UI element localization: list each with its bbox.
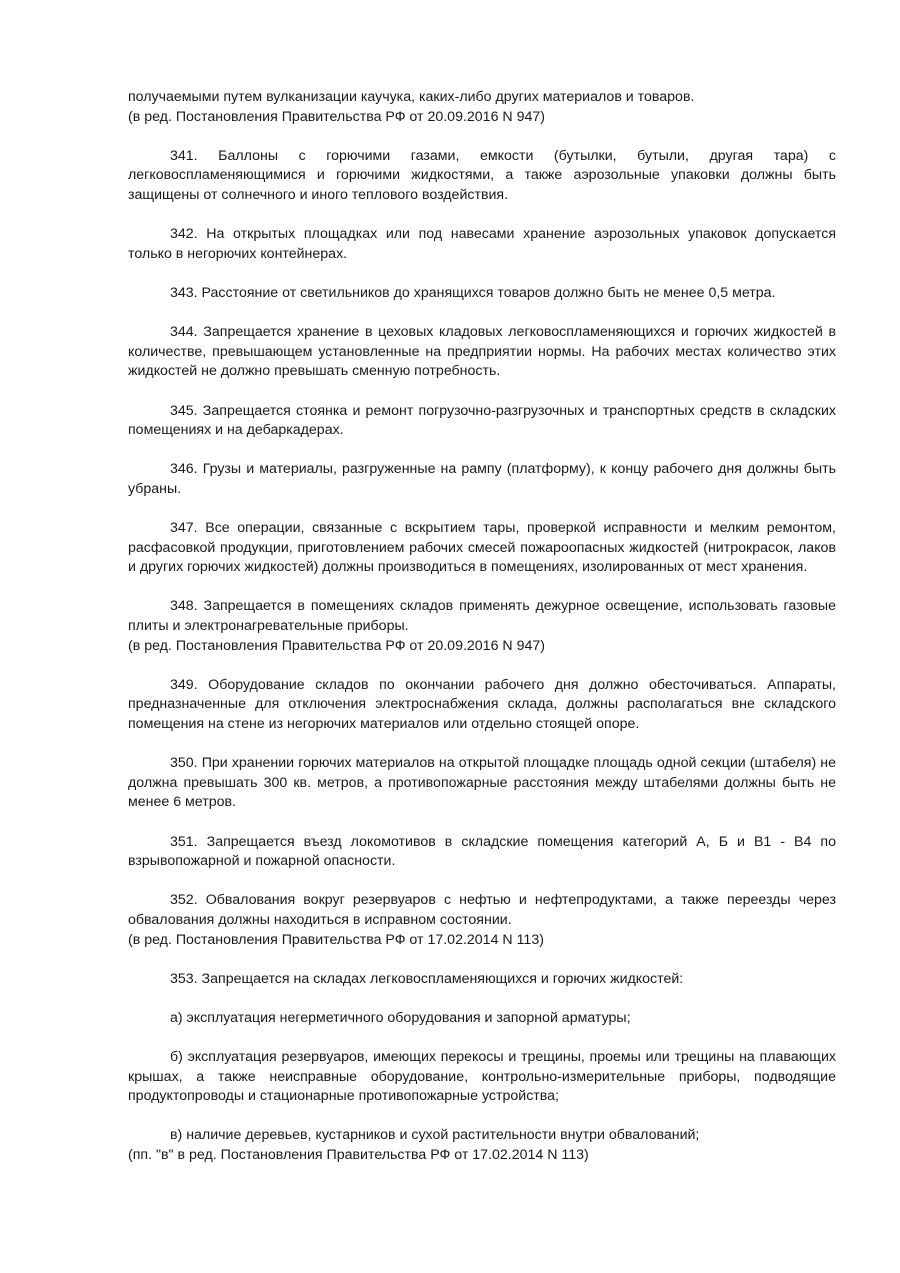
paragraph-341 <box>128 147 836 206</box>
paragraph-text: 353. Запрещается на складах легковоспламеняющихся и горючих жидкостей: <box>170 970 684 987</box>
paragraph-text: 351. Запрещается въезд локомотивов в складские помещения категорий А, Б и В1 - В4 по взрывопожарной и пожарной опасности. <box>128 833 836 870</box>
paragraph-346 <box>128 460 836 499</box>
paragraph-text: 350. При хранении горючих материалов на открытой площадке площадь одной секции (штабеля) не должна превышать 300 кв. метров, а противопожарные расстояния между штабелями должны быть не менее 6 метров. <box>128 755 836 811</box>
paragraph-text: 341. Баллоны с горючими газами, емкости (бутылки, бутыли, другая тара) с легковоспламеняющимися и горючими жидкостями, а также аэрозольные упаковки должны быть защищены от солнечного и иного теплового воздействия. <box>128 147 836 203</box>
paragraph-text: получаемыми путем вулканизации каучука, каких-либо других материалов и товаров. <box>128 89 695 105</box>
paragraph-continuation <box>128 88 836 127</box>
paragraph-text: 347. Все операции, связанные с вскрытием тары, проверкой исправности и мелким ремонтом, расфасовкой продукции, приготовлением рабочих смесей пожароопасных жидкостей (нитрокрасок, лаков и других горючих жидкостей) должны производиться в помещениях, изолированных от мест хранения. <box>128 520 836 576</box>
paragraph-345 <box>128 402 836 441</box>
paragraph-343 <box>128 284 836 304</box>
paragraph-text: а) эксплуатация негерметичного оборудования и запорной арматуры; <box>170 1009 631 1026</box>
paragraph-350 <box>128 754 836 813</box>
paragraph-text: 344. Запрещается хранение в цеховых кладовых легковоспламеняющихся и горючих жидкостей в количестве, превышающем установленные на предприятии нормы. На рабочих местах количество этих жидкостей не должно превышать сменную потребность. <box>128 324 836 380</box>
paragraph-347 <box>128 519 836 578</box>
paragraph-text: 345. Запрещается стоянка и ремонт погрузочно-разгрузочных и транспортных средств в складских помещениях и на дебаркадерах. <box>128 402 836 439</box>
paragraph-text: 342. На открытых площадках или под навесами хранение аэрозольных упаковок допускается только в негорючих контейнерах. <box>128 226 836 262</box>
paragraph-text: б) эксплуатация резервуаров, имеющих перекосы и трещины, проемы или трещины на плавающих крышах, а также неисправные оборудование, контрольно-измерительные приборы, подводящие продуктопроводы и стационарные противопожарные устройства; <box>128 1049 836 1105</box>
paragraph-text: 346. Грузы и материалы, разгруженные на рампу (платформу), к концу рабочего дня должны быть убраны. <box>128 461 836 497</box>
paragraph-text: 349. Оборудование складов по окончании рабочего дня должно обесточиваться. Аппараты, предназначенные для отключения электроснабжения склада, должны располагаться вне складского помещения на стене из негорючих материалов или отдельно стоящей опоре. <box>128 676 836 732</box>
subparagraph-353b <box>128 1048 836 1107</box>
paragraph-353 <box>128 970 836 990</box>
paragraph-352 <box>128 891 836 950</box>
amendment-note: (в ред. Постановления Правительства РФ от 20.09.2016 N 947) <box>128 637 545 654</box>
paragraph-text: 348. Запрещается в помещениях складов применять дежурное освещение, использовать газовые плиты и электронагревательные приборы. <box>128 598 836 635</box>
subparagraph-353c <box>128 1126 836 1165</box>
paragraph-text: в) наличие деревьев, кустарников и сухой растительности внутри обвалований; <box>170 1127 700 1144</box>
amendment-note: (в ред. Постановления Правительства РФ от 17.02.2014 N 113) <box>128 931 544 948</box>
amendment-note: (в ред. Постановления Правительства РФ от 20.09.2016 N 947) <box>128 108 545 125</box>
paragraph-342 <box>128 225 836 264</box>
amendment-note: (пп. "в" в ред. Постановления Правительства РФ от 17.02.2014 N 113) <box>128 1147 589 1164</box>
paragraph-344 <box>128 323 836 382</box>
paragraph-351 <box>128 833 836 872</box>
document-page <box>128 88 836 1185</box>
paragraph-text: 343. Расстояние от светильников до хранящихся товаров должно быть не менее 0,5 метра. <box>170 284 776 301</box>
paragraph-349 <box>128 676 836 735</box>
paragraph-text: 352. Обвалования вокруг резервуаров с нефтью и нефтепродуктами, а также переезды через обвалования должны находиться в исправном состоянии. <box>128 892 836 928</box>
paragraph-348 <box>128 597 836 656</box>
subparagraph-353a <box>128 1009 836 1029</box>
